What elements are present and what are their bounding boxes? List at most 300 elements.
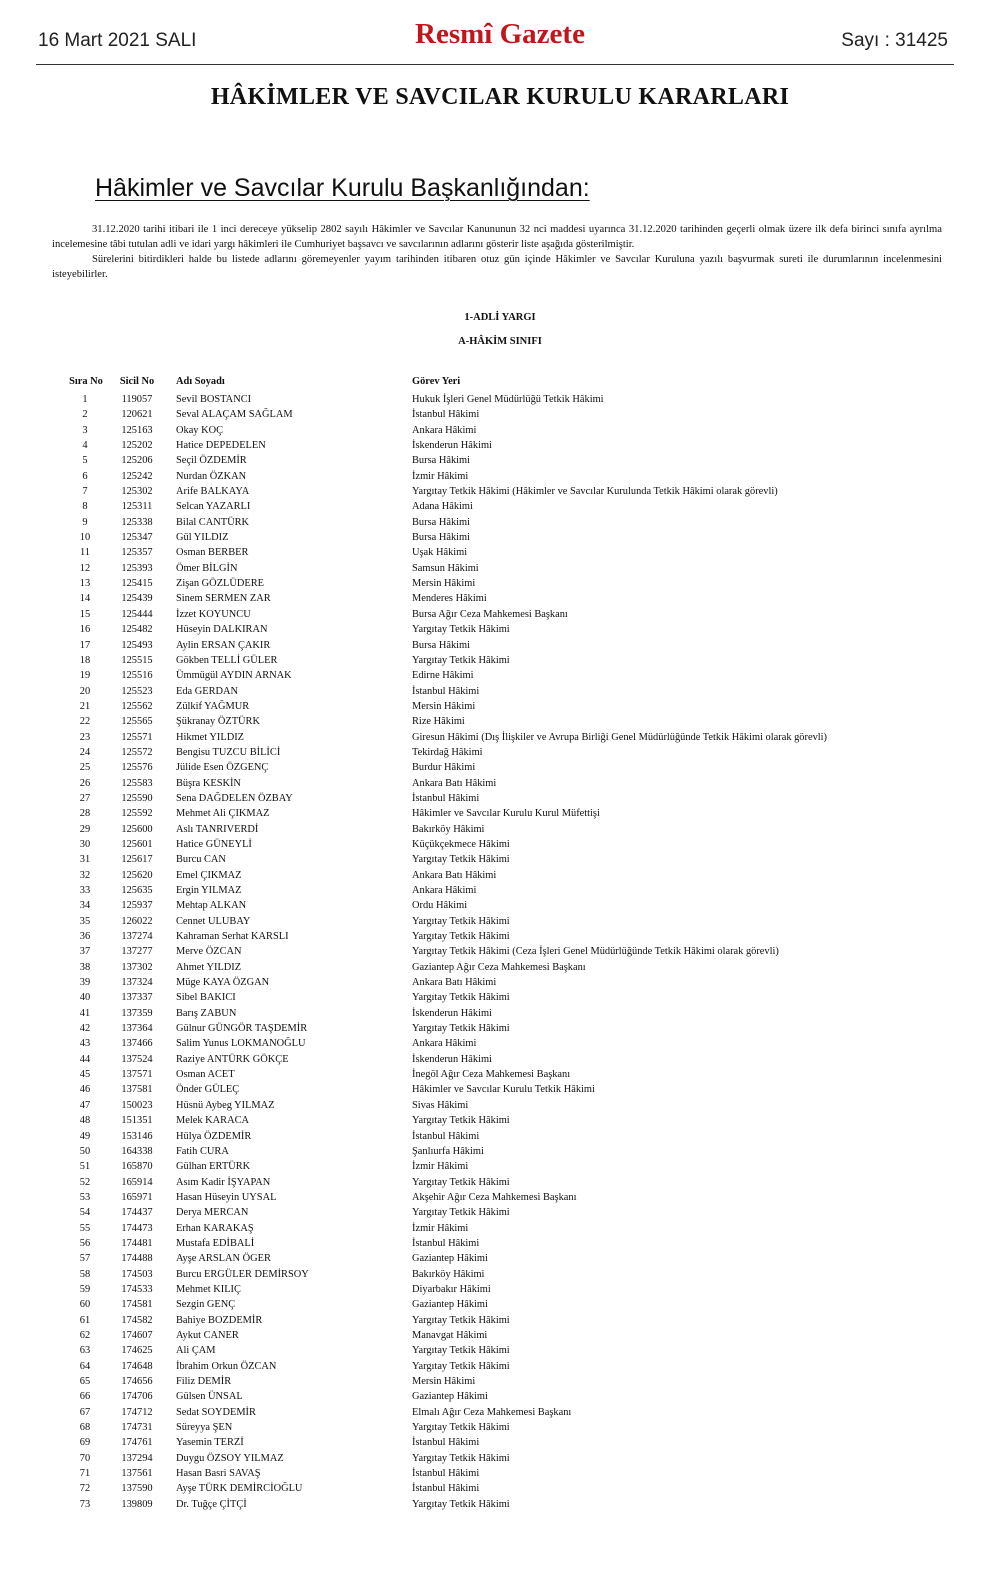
cell-place: İstanbul Hâkimi — [412, 685, 480, 697]
cell-place: Bursa Ağır Ceza Mahkemesi Başkanı — [412, 608, 568, 620]
cell-place: İskenderun Hâkimi — [412, 1053, 492, 1065]
cell-sicil: 150023 — [121, 1099, 153, 1111]
cell-no: 62 — [79, 1329, 91, 1341]
table-row — [0, 1038, 1000, 1053]
cell-sicil: 125516 — [121, 670, 153, 682]
cell-no: 38 — [79, 961, 91, 973]
cell-no: 12 — [79, 562, 91, 574]
cell-place: İnegöl Ağır Ceza Mahkemesi Başkanı — [412, 1069, 571, 1081]
cell-name: Nurdan ÖZKAN — [176, 470, 247, 482]
cell-place: Küçükçekmece Hâkimi — [412, 838, 510, 850]
table-row — [0, 1161, 1000, 1176]
cell-no: 47 — [79, 1099, 91, 1111]
cell-no: 36 — [79, 931, 91, 943]
cell-no: 50 — [79, 1145, 91, 1157]
cell-no: 73 — [79, 1498, 91, 1510]
table-row — [0, 471, 1000, 486]
table-row — [0, 1253, 1000, 1268]
cell-place: Yargıtay Tetkik Hâkimi — [412, 992, 510, 1004]
table-row — [0, 425, 1000, 440]
table-row — [0, 655, 1000, 670]
cell-no: 2 — [82, 409, 88, 421]
cell-place: Yargıtay Tetkik Hâkimi — [412, 1176, 510, 1188]
cell-no: 19 — [79, 670, 91, 682]
table-row — [0, 1391, 1000, 1406]
cell-place: Ankara Batı Hâkimi — [412, 777, 497, 789]
cell-name: Mustafa EDİBALİ — [176, 1237, 255, 1249]
cell-name: Ayşe ARSLAN ÖGER — [176, 1253, 271, 1265]
cell-sicil: 125562 — [121, 700, 153, 712]
cell-no: 22 — [79, 716, 91, 728]
cell-sicil: 125415 — [121, 578, 153, 590]
cell-place: Bursa Hâkimi — [412, 516, 471, 528]
table-row — [0, 440, 1000, 455]
cell-name: Gökben TELLİ GÜLER — [176, 654, 278, 666]
table-row — [0, 1453, 1000, 1468]
table-row — [0, 962, 1000, 977]
cell-place: Ankara Hâkimi — [412, 885, 477, 896]
cell-sicil: 165870 — [121, 1161, 153, 1173]
cell-place: Ankara Batı Hâkimi — [412, 977, 497, 989]
cell-name: Gülnur GÜNGÖR TAŞDEMİR — [176, 1023, 308, 1035]
table-row — [0, 701, 1000, 716]
cell-name: Büşra KESKİN — [176, 777, 241, 789]
table-row — [0, 793, 1000, 808]
cell-place: Ordu Hâkimi — [412, 900, 468, 912]
cell-no: 48 — [79, 1115, 91, 1127]
cell-sicil: 125571 — [121, 731, 153, 743]
cell-name: Ayşe TÜRK DEMİRCİOĞLU — [176, 1483, 303, 1495]
cell-no: 25 — [79, 762, 91, 774]
cell-sicil: 125523 — [121, 685, 153, 697]
cell-place: Yargıtay Tetkik Hâkimi — [412, 1498, 510, 1510]
cell-sicil: 125572 — [121, 746, 153, 758]
cell-place: Mersin Hâkimi — [412, 578, 476, 590]
cell-name: Aslı TANRIVERDİ — [176, 823, 259, 835]
cell-sicil: 125311 — [121, 501, 153, 513]
cell-sicil: 137324 — [121, 977, 153, 989]
cell-sicil: 125576 — [121, 762, 153, 774]
cell-name: Gülsen ÜNSAL — [176, 1391, 243, 1403]
cell-place: Samsun Hâkimi — [412, 562, 479, 574]
table-row — [0, 486, 1000, 501]
table-row — [0, 885, 1000, 900]
cell-place: Manavgat Hâkimi — [412, 1329, 488, 1341]
cell-place: İstanbul Hâkimi — [412, 1237, 480, 1249]
cell-name: Aylin ERSAN ÇAKIR — [176, 639, 271, 651]
cell-place: İstanbul Hâkimi — [412, 1437, 480, 1449]
cell-name: Sedat SOYDEMİR — [176, 1406, 256, 1418]
cell-name: İbrahim Orkun ÖZCAN — [176, 1360, 277, 1372]
cell-no: 7 — [82, 486, 88, 498]
table-row — [0, 409, 1000, 424]
cell-place: Şanlıurfa Hâkimi — [412, 1145, 484, 1157]
cell-sicil: 137302 — [121, 961, 153, 973]
table-row — [0, 547, 1000, 562]
cell-no: 43 — [79, 1038, 91, 1050]
cell-no: 9 — [82, 516, 88, 528]
cell-sicil: 125590 — [121, 792, 153, 804]
cell-place: Gaziantep Hâkimi — [412, 1391, 488, 1403]
cell-place: Yargıtay Tetkik Hâkimi — [412, 854, 510, 866]
cell-sicil: 125600 — [121, 823, 153, 835]
header-place: Görev Yeri — [412, 376, 461, 387]
table-row — [0, 1054, 1000, 1069]
table-row — [0, 1284, 1000, 1299]
table-row — [0, 1315, 1000, 1330]
cell-no: 56 — [79, 1237, 91, 1249]
judges-table — [0, 376, 1000, 1514]
cell-sicil: 137294 — [121, 1452, 153, 1464]
table-row — [0, 1269, 1000, 1284]
section-title: HÂKİMLER VE SAVCILAR KURULU KARARLARI — [210, 84, 790, 110]
table-row — [0, 593, 1000, 608]
cell-no: 14 — [79, 593, 91, 605]
cell-place: İzmir Hâkimi — [412, 470, 469, 482]
cell-sicil: 120621 — [121, 409, 153, 421]
cell-sicil: 151351 — [121, 1115, 153, 1127]
cell-no: 39 — [79, 977, 91, 989]
cell-name: Seval ALAÇAM SAĞLAM — [176, 409, 293, 421]
cell-no: 18 — [79, 654, 91, 666]
cell-no: 8 — [82, 501, 88, 513]
cell-no: 20 — [79, 685, 91, 697]
cell-no: 61 — [79, 1314, 91, 1326]
table-row — [0, 946, 1000, 961]
cell-sicil: 125242 — [121, 470, 153, 482]
cell-name: Önder GÜLEÇ — [176, 1084, 240, 1096]
cell-no: 32 — [79, 869, 91, 881]
cell-no: 37 — [79, 946, 91, 958]
cell-place: Yargıtay Tetkik Hâkimi (Hâkimler ve Savcılar Kurulunda Tetkik Hâkimi olarak görevli) — [412, 486, 778, 498]
cell-sicil: 174625 — [121, 1345, 153, 1357]
table-row — [0, 501, 1000, 516]
cell-sicil: 137359 — [121, 1007, 153, 1019]
cell-name: Hatice DEPEDELEN — [176, 440, 266, 452]
cell-name: Osman BERBER — [176, 547, 249, 559]
cell-sicil: 137274 — [121, 931, 153, 943]
cell-name: Bilal CANTÜRK — [176, 516, 250, 528]
cell-place: Diyarbakır Hâkimi — [412, 1283, 491, 1295]
cell-name: Aykut CANER — [176, 1329, 239, 1341]
cell-no: 59 — [79, 1283, 91, 1295]
cell-place: Ankara Hâkimi — [412, 1038, 477, 1050]
cell-sicil: 153146 — [121, 1130, 153, 1142]
header-sicil: Sicil No — [119, 376, 155, 387]
cell-no: 3 — [82, 424, 88, 436]
cell-place: Yargıtay Tetkik Hâkimi — [412, 624, 510, 636]
cell-name: Mehmet Ali ÇIKMAZ — [176, 808, 270, 820]
cell-sicil: 125583 — [121, 777, 153, 789]
table-row — [0, 394, 1000, 409]
table-row — [0, 778, 1000, 793]
cell-sicil: 137590 — [121, 1483, 153, 1495]
cell-sicil: 174437 — [121, 1207, 153, 1219]
cell-name: Arife BALKAYA — [176, 486, 250, 498]
cell-name: Hüsnü Aybeg YILMAZ — [176, 1099, 275, 1111]
cell-sicil: 174761 — [121, 1437, 153, 1449]
subcategory-heading: A-HÂKİM SINIFI — [458, 336, 542, 347]
header-no: Sıra No — [69, 376, 103, 387]
cell-place: Akşehir Ağır Ceza Mahkemesi Başkanı — [412, 1191, 577, 1203]
cell-no: 49 — [79, 1130, 91, 1142]
cell-name: Erhan KARAKAŞ — [176, 1222, 254, 1234]
table-row — [0, 1407, 1000, 1422]
cell-sicil: 174712 — [121, 1406, 153, 1418]
table-row — [0, 747, 1000, 762]
cell-no: 60 — [79, 1299, 91, 1311]
cell-name: Cennet ULUBAY — [176, 915, 251, 927]
cell-place: İstanbul Hâkimi — [412, 1130, 480, 1142]
table-row — [0, 716, 1000, 731]
cell-no: 68 — [79, 1422, 91, 1434]
cell-no: 52 — [79, 1176, 91, 1188]
cell-name: Okay KOÇ — [176, 424, 224, 436]
cell-sicil: 137524 — [121, 1053, 153, 1065]
cell-name: Duygu ÖZSOY YILMAZ — [176, 1452, 284, 1464]
cell-sicil: 164338 — [121, 1145, 153, 1157]
cell-place: Tekirdağ Hâkimi — [412, 746, 483, 758]
cell-name: Asım Kadir İŞYAPAN — [176, 1176, 271, 1188]
cell-sicil: 174473 — [121, 1222, 153, 1234]
cell-no: 51 — [79, 1161, 91, 1173]
cell-name: Seçil ÖZDEMİR — [176, 455, 247, 467]
cell-no: 5 — [82, 455, 88, 467]
cell-sicil: 139809 — [121, 1498, 153, 1510]
cell-sicil: 137571 — [121, 1069, 153, 1081]
cell-name: Hasan Hüseyin UYSAL — [176, 1191, 277, 1203]
cell-no: 27 — [79, 792, 91, 804]
cell-name: Hülya ÖZDEMİR — [176, 1130, 252, 1142]
cell-name: Gülhan ERTÜRK — [176, 1161, 251, 1173]
cell-no: 15 — [79, 608, 91, 620]
cell-place: Yargıtay Tetkik Hâkimi — [412, 1207, 510, 1219]
table-row — [0, 1207, 1000, 1222]
header-name: Adı Soyadı — [176, 376, 225, 387]
cell-name: Hatice GÜNEYLİ — [176, 838, 252, 850]
table-row — [0, 563, 1000, 578]
cell-sicil: 125357 — [121, 547, 153, 559]
cell-name: Eda GERDAN — [176, 685, 239, 697]
cell-sicil: 137466 — [121, 1038, 153, 1050]
cell-no: 28 — [79, 808, 91, 820]
cell-place: İskenderun Hâkimi — [412, 440, 492, 452]
cell-no: 57 — [79, 1253, 91, 1265]
cell-name: Fatih CURA — [176, 1145, 229, 1157]
cell-sicil: 137581 — [121, 1084, 153, 1096]
cell-sicil: 125302 — [121, 486, 153, 498]
cell-place: Yargıtay Tetkik Hâkimi — [412, 915, 510, 927]
cell-no: 63 — [79, 1345, 91, 1357]
intro-paragraph: Sürelerini bitirdikleri halde bu listede adlarını göremeyenler yayım tarihinden itibaren otuz gün içinde Hâkimler ve Savcılar Kuruluna yazılı başvurmak sureti ile durumlarının incelenmesini isteyebilirler. — [52, 254, 942, 280]
cell-sicil: 174731 — [121, 1422, 153, 1434]
table-row — [0, 1008, 1000, 1023]
cell-no: 65 — [79, 1376, 91, 1387]
cell-sicil: 125347 — [121, 532, 153, 544]
cell-sicil: 125439 — [121, 593, 153, 605]
cell-name: Jülide Esen ÖZGENÇ — [176, 762, 269, 774]
cell-name: Zişan GÖZLÜDERE — [176, 578, 265, 590]
header-divider — [36, 64, 954, 65]
cell-sicil: 125620 — [121, 869, 153, 881]
cell-place: İstanbul Hâkimi — [412, 1483, 480, 1495]
cell-name: Dr. Tuğçe ÇİTÇİ — [176, 1498, 247, 1510]
cell-name: Hikmet YILDIZ — [176, 731, 245, 743]
cell-name: Mehtap ALKAN — [176, 900, 247, 912]
cell-sicil: 125635 — [121, 885, 153, 896]
cell-place: Hukuk İşleri Genel Müdürlüğü Tetkik Hâkimi — [412, 394, 604, 405]
cell-place: Yargıtay Tetkik Hâkimi — [412, 1314, 510, 1326]
cell-place: Uşak Hâkimi — [412, 547, 468, 559]
cell-place: Sivas Hâkimi — [412, 1099, 469, 1111]
cell-no: 40 — [79, 992, 91, 1004]
cell-no: 64 — [79, 1360, 91, 1372]
cell-place: Bursa Hâkimi — [412, 455, 471, 467]
table-row — [0, 1223, 1000, 1238]
cell-no: 11 — [79, 547, 90, 559]
cell-name: Bengisu TUZCU BİLİCİ — [176, 746, 281, 758]
cell-name: Emel ÇIKMAZ — [176, 869, 242, 881]
cell-sicil: 125482 — [121, 624, 153, 636]
cell-sicil: 125493 — [121, 639, 153, 651]
cell-name: Ali ÇAM — [176, 1345, 216, 1357]
cell-name: İzzet KOYUNCU — [176, 608, 251, 620]
cell-place: Edirne Hâkimi — [412, 670, 474, 682]
cell-place: Yargıtay Tetkik Hâkimi — [412, 1115, 510, 1127]
cell-sicil: 174607 — [121, 1329, 153, 1341]
cell-sicil: 137364 — [121, 1023, 153, 1035]
cell-place: İskenderun Hâkimi — [412, 1007, 492, 1019]
cell-place: Bursa Hâkimi — [412, 639, 471, 651]
cell-place: Elmalı Ağır Ceza Mahkemesi Başkanı — [412, 1406, 572, 1418]
table-row — [0, 1376, 1000, 1391]
cell-sicil: 174581 — [121, 1299, 153, 1311]
cell-no: 35 — [79, 915, 91, 927]
cell-no: 70 — [79, 1452, 91, 1464]
cell-name: Zülkif YAĞMUR — [176, 700, 250, 712]
cell-place: Yargıtay Tetkik Hâkimi — [412, 1345, 510, 1357]
cell-sicil: 126022 — [121, 915, 153, 927]
table-row — [0, 1177, 1000, 1192]
cell-name: Hasan Basri SAVAŞ — [176, 1468, 261, 1480]
cell-no: 13 — [79, 578, 91, 590]
cell-place: Burdur Hâkimi — [412, 762, 476, 774]
cell-no: 31 — [79, 854, 91, 866]
cell-no: 6 — [82, 470, 88, 482]
cell-name: Filiz DEMİR — [176, 1376, 232, 1387]
cell-place: Yargıtay Tetkik Hâkimi — [412, 1422, 510, 1434]
publication-date: 16 Mart 2021 SALI — [38, 30, 197, 51]
intro-paragraph: 31.12.2020 tarihi itibari ile 1 inci dereceye yükselip 2802 sayılı Hâkimler ve Savcılar Kanununun 32 nci maddesi uyarınca 31.12.2020 tarihinden geçerli olmak üzere ilk defa birinci sınıfa ayrılma incelemesine tâbi tutulan adli ve idari yargı hâkimleri ile Cumhuriyet başsavcı ve savcılarının adlarını gösterir liste aşağıda gösterilmiştir. — [52, 224, 942, 250]
table-row — [0, 1483, 1000, 1498]
cell-no: 44 — [79, 1053, 91, 1065]
cell-name: Sibel BAKICI — [176, 992, 236, 1004]
cell-sicil: 125565 — [121, 716, 153, 728]
cell-place: Yargıtay Tetkik Hâkimi (Ceza İşleri Genel Müdürlüğünde Tetkik Hâkimi olarak görevli) — [412, 946, 779, 958]
table-row — [0, 992, 1000, 1007]
cell-name: Şükranay ÖZTÜRK — [176, 716, 260, 728]
table-row — [0, 732, 1000, 747]
cell-no: 17 — [79, 639, 91, 651]
table-row — [0, 1437, 1000, 1452]
cell-place: Yargıtay Tetkik Hâkimi — [412, 1360, 510, 1372]
cell-name: Ergin YILMAZ — [176, 885, 242, 896]
table-row — [0, 1299, 1000, 1314]
intro-text — [52, 222, 942, 282]
table-row — [0, 977, 1000, 992]
cell-no: 55 — [79, 1222, 91, 1234]
table-row — [0, 686, 1000, 701]
table-row — [0, 1069, 1000, 1084]
table-row — [0, 931, 1000, 946]
cell-name: Yasemin TERZİ — [176, 1437, 244, 1449]
cell-no: 23 — [79, 731, 91, 743]
cell-sicil: 125163 — [121, 424, 153, 436]
table-row — [0, 808, 1000, 823]
cell-sicil: 125617 — [121, 854, 153, 866]
cell-no: 30 — [79, 838, 91, 850]
cell-sicil: 125601 — [121, 838, 153, 850]
cell-sicil: 125937 — [121, 900, 153, 912]
cell-name: Sinem SERMEN ZAR — [176, 593, 271, 605]
cell-name: Hüseyin DALKIRAN — [176, 624, 268, 636]
cell-place: Gaziantep Hâkimi — [412, 1253, 488, 1265]
cell-no: 4 — [82, 440, 88, 452]
table-row — [0, 455, 1000, 470]
cell-place: Menderes Hâkimi — [412, 593, 487, 605]
cell-no: 67 — [79, 1406, 91, 1418]
cell-sicil: 165971 — [121, 1191, 153, 1203]
cell-place: Yargıtay Tetkik Hâkimi — [412, 654, 510, 666]
cell-place: Bursa Hâkimi — [412, 532, 471, 544]
cell-sicil: 165914 — [121, 1176, 153, 1188]
cell-sicil: 125338 — [121, 516, 153, 528]
cell-no: 33 — [79, 885, 91, 896]
cell-place: Hâkimler ve Savcılar Kurulu Tetkik Hâkimi — [412, 1084, 595, 1096]
cell-place: Ankara Batı Hâkimi — [412, 869, 497, 881]
cell-place: İzmir Hâkimi — [412, 1222, 469, 1234]
cell-sicil: 125515 — [121, 654, 153, 666]
cell-name: Ümmügül AYDIN ARNAK — [176, 670, 292, 682]
cell-place: İstanbul Hâkimi — [412, 409, 480, 421]
cell-name: Gül YILDIZ — [176, 532, 229, 544]
table-row — [0, 1146, 1000, 1161]
cell-sicil: 137561 — [121, 1468, 153, 1480]
cell-place: Mersin Hâkimi — [412, 1376, 476, 1387]
cell-sicil: 125393 — [121, 562, 153, 574]
cell-name: Sena DAĞDELEN ÖZBAY — [176, 792, 293, 804]
cell-place: Adana Hâkimi — [412, 501, 473, 513]
cell-no: 69 — [79, 1437, 91, 1449]
cell-name: Kahraman Serhat KARSLI — [176, 931, 289, 943]
cell-sicil: 174582 — [121, 1314, 153, 1326]
cell-no: 29 — [79, 823, 91, 835]
cell-place: Giresun Hâkimi (Dış İlişkiler ve Avrupa Birliği Genel Müdürlüğünde Tetkik Hâkimi olarak görevli) — [412, 731, 828, 743]
cell-name: Mehmet KILIÇ — [176, 1283, 241, 1295]
cell-name: Barış ZABUN — [176, 1007, 237, 1019]
cell-no: 16 — [79, 624, 91, 636]
cell-sicil: 125202 — [121, 440, 153, 452]
cell-sicil: 119057 — [121, 394, 153, 405]
table-row — [0, 1422, 1000, 1437]
cell-sicil: 174533 — [121, 1283, 153, 1295]
cell-place: Yargıtay Tetkik Hâkimi — [412, 1452, 510, 1464]
table-row — [0, 1131, 1000, 1146]
cell-no: 41 — [79, 1007, 91, 1019]
table-row — [0, 762, 1000, 777]
cell-name: Raziye ANTÜRK GÖKÇE — [176, 1053, 289, 1065]
cell-sicil: 174706 — [121, 1391, 153, 1403]
